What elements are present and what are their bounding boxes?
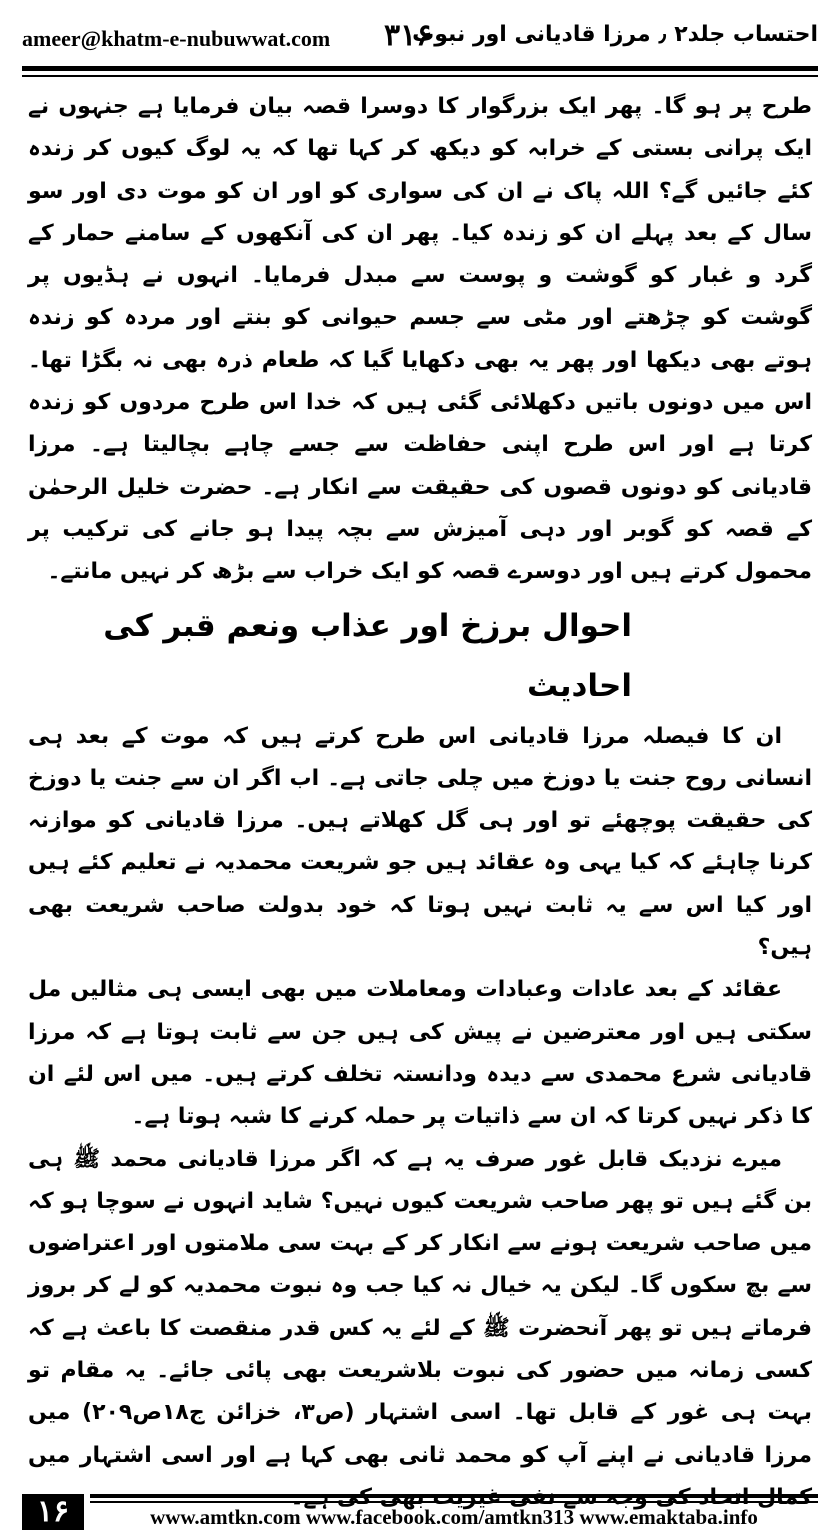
paragraph-1: طرح پر ہو گا۔ پھر ایک بزرگوار کا دوسرا قصہ بیان فرمایا ہے جنہوں نے ایک پرانی بستی کے خرابہ کو دیکھ کر کہا تھا کہ یہ لوگ کیوں کر زندہ کئے جائیں گے؟ اللہ پاک نے ان کی سواری کو اور ان کو موت دی اور سو سال کے بعد پہلے ان کو زندہ کیا۔ پھر ان کی آنکھوں کے سامنے حمار کے گرد و غبار کو گوشت و پوست سے مبدل فرمایا۔ انہوں نے ہڈیوں پر گوشت کو چڑھتے اور مٹی سے جسم حیوانی کو بنتے اور مردہ کو زندہ ہوتے بھی دیکھا اور پھر یہ بھی دکھایا گیا کہ طعام ذرہ بھی نہ بگڑا تھا۔ اس میں دونوں باتیں دکھلائی گئی ہیں کہ خدا اس طرح مردوں کو زندہ کرتا ہے اور اس طرح اپنی حفاظت سے جسے چاہے بچالیتا ہے۔ مرزا قادیانی کو دونوں قصوں کی حقیقت سے انکار ہے۔ حضرت خلیل الرحمٰن کے قصہ کو گوبر اور دہی آمیزش سے بچہ پیدا ہو جانے کی ترکیب پر محمول کرتے ہیں اور دوسرے قصہ کو ایک خراب سے بڑھ کر نہیں مانتے۔ xyxy=(28,94,812,585)
paragraph-4: میرے نزدیک قابل غور صرف یہ ہے کہ اگر مرزا قادیانی محمد ﷺ ہی بن گئے ہیں تو پھر صاحب شریعت کیوں نہیں؟ شاید انہوں نے سوچا ہو کہ میں صاحب شریعت ہونے سے انکار کر کے بہت سی ملامتوں اور اعتراضوں سے بچ سکوں گا۔ لیکن یہ خیال نہ کیا جب وہ نبوت محمدیہ کو لے کر بروز فرماتے ہیں تو پھر آنحضرت ﷺ کے لئے یہ کس قدر منقصت کا باعث ہے کہ کسی زمانہ میں حضور کی نبوت بلاشریعت بھی پائی جائے۔ یہ مقام تو بہت ہی غور کے قابل تھا۔ اسی اشتہار (ص۳، خزائن ج۱۸ص۲۰۹) میں مرزا قادیانی نے اپنے آپ کو محمد ثانی بھی کہا ہے اور اسی اشتہار میں xyxy=(28,1146,812,1468)
paragraph-2: ان کا فیصلہ مرزا قادیانی اس طرح کرتے ہیں کہ موت کے بعد ہی انسانی روح جنت یا دوزخ میں چلی جاتی ہے۔ اب اگر ان سے جنت یا دوزخ کی حقیقت پوچھئے تو اور ہی گل کھلاتے ہیں۔ مرزا قادیانی کو موازنہ کرنا چاہئے کہ کیا یہی وہ عقائد ہیں جو شریعت محمدیہ نے تعلیم کئے ہیں اور کیا اس سے یہ ثابت نہیں ہوتا کہ خود بدولت صاحب شریعت بھی ہیں؟ xyxy=(28,723,812,961)
footer-rule-thick xyxy=(90,1494,818,1498)
footer-page-number: ۱۶ xyxy=(22,1494,84,1530)
footer-urls: www.amtkn.com www.facebook.com/amtkn313 www.emaktaba.info xyxy=(150,1505,758,1529)
header-book-title: احتساب جلد۲ ٫ مرزا قادیانی اور نبوت xyxy=(412,22,818,47)
header-rule-thin xyxy=(22,75,818,77)
header-email: ameer@khatm-e-nubuwwat.com xyxy=(22,26,331,51)
paragraph-3: عقائد کے بعد عادات وعبادات ومعاملات میں بھی ایسی ہی مثالیں مل سکتی ہیں اور معترضین نے پیش کی ہیں جن سے ثابت ہوتا ہے کہ مرزا قادیانی شرع محمدی سے دیدہ ودانستہ تخلف کرتے ہیں۔ میں اس لئے ان کا ذکر نہیں کرتا کہ ان سے ذاتیات پر حملہ کرنے کا شبہ ہوتا ہے۔ xyxy=(28,977,812,1130)
header-page-number: ۳۱۶ xyxy=(384,18,433,53)
header-rule-thick xyxy=(22,66,818,71)
page-footer xyxy=(22,1494,818,1530)
footer-rule-thin xyxy=(90,1501,818,1503)
page-body xyxy=(28,86,812,1519)
page-header xyxy=(22,18,818,62)
section-heading: احوال برزخ اور عذاب ونعم قبر کی احادیث xyxy=(103,607,632,704)
